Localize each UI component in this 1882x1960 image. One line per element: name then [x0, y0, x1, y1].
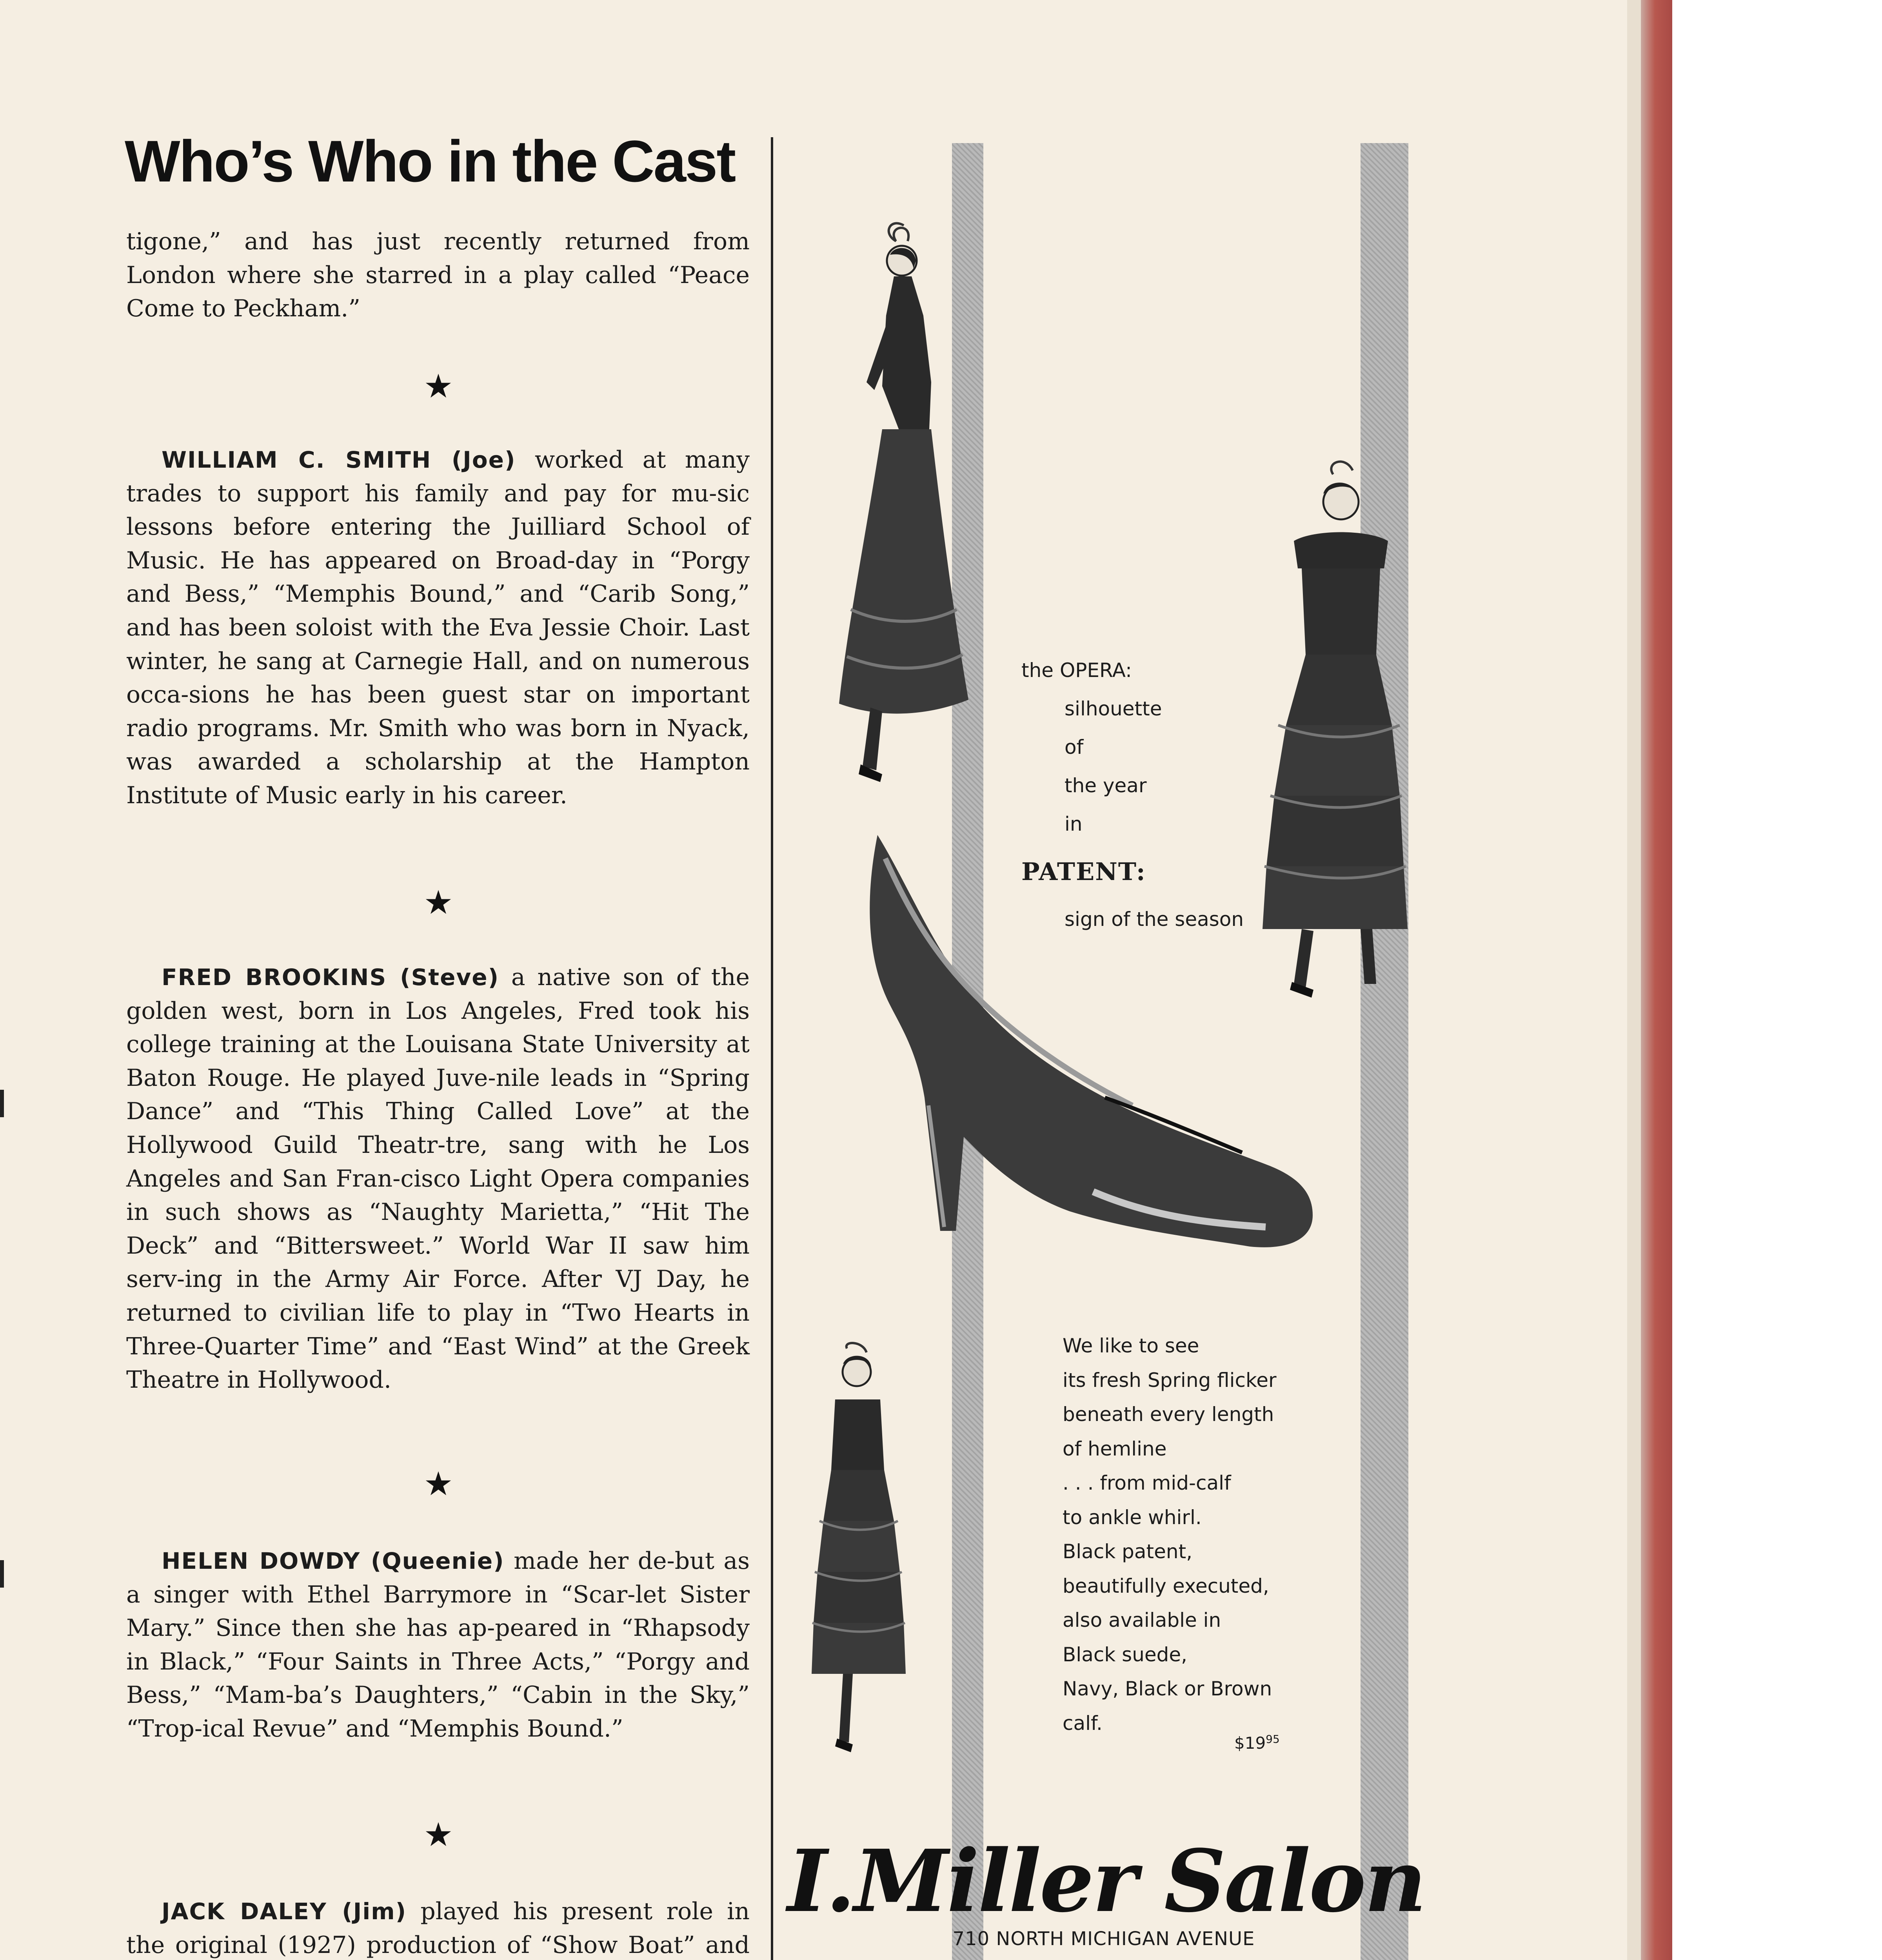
page-title: Who’s Who in the Cast [125, 128, 735, 194]
cast-bio [126, 1544, 750, 1746]
store-address: 710 NORTH MICHIGAN AVENUE [952, 1928, 1255, 1950]
cast-bio [126, 1895, 750, 1960]
ad-copy: the year [1065, 774, 1147, 797]
ad-copy: of [1065, 736, 1084, 759]
page-edge [1627, 0, 1641, 1960]
cast-bio [126, 961, 750, 1397]
ad-copy: silhouette [1065, 697, 1162, 720]
cast-name: JACK DALEY (Jim) [162, 1898, 407, 1925]
ad-body-line: to ankle whirl. [1063, 1506, 1202, 1529]
cast-bio-text: made her de-but as a singer with Ethel Barrymore in “Scar-let Sister Mary.” Since then she has ap-peared in “Rhapsody in Black,” “Four Saints in Three Acts,” “Porgy and Bess,” “Mam-ba’s Daughters,” “Cabin in the Sky,” “Trop-ical Revue” and “Memphis Bound.” [126, 1547, 750, 1742]
star-separator-icon: ★ [423, 367, 453, 405]
price-dollars: $19 [1234, 1733, 1266, 1753]
star-separator-icon: ★ [423, 883, 453, 922]
cast-bio-text: played his present role in the original (1927) production of “Show Boat” and [126, 1898, 750, 1959]
cast-bio-text: a native son of the golden west, born in Los Angeles, Fred took his college training at the Louisana State University at Baton Rouge. He played Juve-nile leads in “Spring Dance” and “This Thing Called Love” at the Hollywood Guild Theatr-tre, sang with he Los Angeles and San Fran-cisco Light Opera companies in such shows as “Naughty Marietta,” “Hit The Deck” and “Bittersweet.” World War II saw him serv-ing in the Army Air Force. After VJ Day, he returned to civilian life to play in “Two Hearts in Three-Quarter Time” and “East Wind” at the Greek Theatre in Hollywood. [126, 964, 750, 1394]
price-cents: 95 [1266, 1733, 1280, 1746]
ad-headline: PATENT: [1021, 857, 1146, 886]
column-divider [771, 137, 773, 1960]
cast-name: WILLIAM C. SMITH (Joe) [162, 446, 516, 473]
binding-mark [0, 1560, 4, 1588]
ad-body-copy [1063, 1329, 1277, 1740]
star-separator-icon: ★ [423, 1465, 453, 1503]
cast-name: HELEN DOWDY (Queenie) [162, 1548, 505, 1574]
fashion-illustration [823, 218, 988, 806]
ad-body-line: beautifully executed, [1063, 1574, 1269, 1597]
halftone-band [1361, 143, 1408, 1960]
ad-body-line: We like to see [1063, 1334, 1199, 1357]
ad-body-line: its fresh Spring flicker [1063, 1368, 1277, 1392]
ad-copy: the OPERA: [1021, 659, 1132, 682]
ad-body-line: Black patent, [1063, 1540, 1193, 1563]
fashion-illustration [800, 1341, 917, 1780]
ad-body-line: also available in [1063, 1609, 1221, 1632]
bio-continuation: tigone,” and has just recently returned from London where she starred in a play called “Peace Come to Peckham.” [126, 228, 750, 323]
ad-copy: sign of the season [1065, 908, 1244, 931]
ad-copy: in [1065, 813, 1083, 835]
cast-name: FRED BROOKINS (Steve) [162, 964, 500, 991]
ad-body-line: Black suede, [1063, 1643, 1188, 1666]
ad-body-line: calf. [1063, 1711, 1103, 1735]
brand-logo: I.Miller Salon [787, 1831, 1425, 1931]
ad-body-line: . . . from mid-calf [1063, 1472, 1231, 1494]
red-cover-edge [1641, 0, 1672, 1960]
ad-body-line: Navy, Black or Brown [1063, 1677, 1272, 1700]
ad-body-line: of hemline [1063, 1437, 1167, 1460]
star-separator-icon: ★ [423, 1815, 453, 1854]
binding-mark [0, 1090, 4, 1117]
price [1234, 1733, 1280, 1753]
cast-bio [126, 443, 750, 813]
cast-bio-text: worked at many trades to support his family and pay for mu-sic lessons before entering the Juilliard School of Music. He has appeared on Broad-day in “Porgy and Bess,” “Memphis Bound,” and “Carib Song,” and has been soloist with the Eva Jessie Choir. Last winter, he sang at Carnegie Hall, and on numerous occa-sions he has been guest star on important radio programs. Mr. Smith who was born in Nyack, was awarded a scholarship at the Hampton Institute of Music early in his career. [126, 446, 750, 809]
advertisement [780, 118, 1427, 1960]
ad-body-line: beneath every length [1063, 1403, 1274, 1426]
